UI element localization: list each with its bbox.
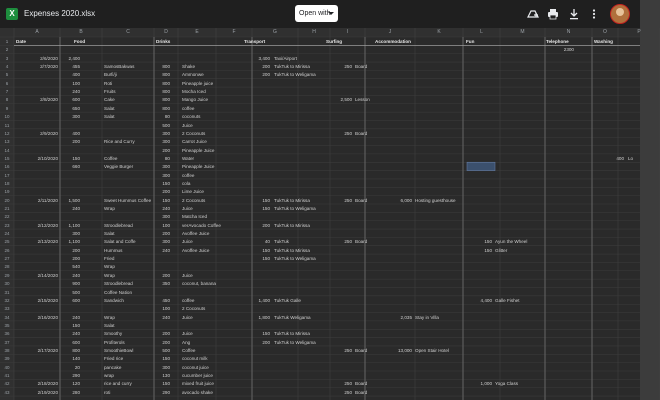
cell-food-name: Salat — [104, 322, 115, 328]
row-number[interactable]: 19 — [4, 189, 10, 195]
cell-date: 2/7/2020 — [40, 64, 58, 70]
cell-food-amount: 900 — [72, 281, 80, 287]
cell-transport-amount: 200 — [262, 339, 270, 345]
row-number[interactable]: 12 — [4, 130, 10, 136]
row-number[interactable]: 20 — [4, 197, 10, 203]
washing-value: 400 — [616, 155, 624, 161]
excel-file-icon: X — [6, 8, 18, 20]
cell-transport-amount: 150 — [262, 256, 270, 262]
cell-drinks-amount: 500 — [162, 347, 170, 353]
cell-food-name: Salat — [104, 114, 115, 120]
add-to-drive-icon[interactable] — [527, 8, 539, 20]
cell-accommodation-name: Stay in Villa — [415, 314, 439, 320]
cell-fun-name: Ayun the Wheel — [495, 239, 528, 245]
cell-food-amount: 240 — [72, 206, 80, 211]
row-number[interactable]: 23 — [4, 222, 10, 228]
cell-food-amount: 240 — [72, 314, 80, 320]
row-number[interactable]: 27 — [4, 256, 10, 262]
column-header-d[interactable]: D — [164, 29, 168, 35]
cell-food-amount: 280 — [72, 389, 80, 395]
row-number[interactable]: 38 — [4, 347, 10, 353]
cell-drinks-name: Carrot Juice — [182, 139, 207, 145]
cell-drinks-name: coconut milk — [182, 356, 208, 362]
cell-drinks-amount: 450 — [162, 297, 170, 303]
cell-food-name: Wrap — [104, 272, 115, 278]
cell-drinks-amount: 150 — [162, 180, 170, 186]
cell-transport-amount: 1,800 — [258, 314, 270, 320]
cell-drinks-amount: 300 — [162, 164, 170, 170]
cell-drinks-amount: 200 — [162, 339, 170, 345]
cell-drinks-name: Juice — [182, 206, 193, 211]
cell-drinks-name: Juice — [182, 122, 193, 128]
cell-food-name: Fruits — [104, 89, 116, 95]
cell-transport-amount: 200 — [262, 222, 270, 228]
cell-drinks-name: 2 Coconuts — [182, 197, 206, 203]
cell-drinks-name: coconuts — [182, 114, 201, 120]
cell-drinks-amount: 800 — [162, 64, 170, 70]
cell-food-name: Wrap — [104, 314, 115, 320]
cell-drinks-name: 2 Coconuts — [182, 130, 206, 136]
cell-drinks-name: coconut juice — [182, 364, 209, 370]
column-header-k[interactable]: K — [437, 29, 441, 35]
cell-accommodation-amount: 13,000 — [397, 347, 412, 353]
cell-date: 2/19/2020 — [37, 389, 58, 395]
cell-transport-amount: 40 — [264, 239, 270, 245]
row-number[interactable]: 33 — [4, 306, 10, 312]
cell-food-name: Rice and Curry — [104, 139, 135, 145]
cell-date: 2/12/2020 — [37, 222, 58, 228]
cell-transport-name: TukTuk — [274, 239, 289, 245]
cell-drinks-name: Pineapple juice — [182, 80, 214, 86]
cell-food-name: Salat — [104, 231, 115, 237]
print-icon[interactable] — [547, 8, 559, 20]
column-header-g[interactable]: G — [273, 29, 277, 35]
row-number[interactable]: 10 — [4, 114, 10, 120]
cell-food-name: Wrap — [104, 206, 115, 211]
cell-food-name: rice and curry — [104, 381, 132, 387]
cell-date: 2/16/2020 — [37, 314, 58, 320]
cell-food-name: Veggie Burger — [104, 164, 134, 170]
column-header-l[interactable]: L — [480, 29, 483, 35]
row-number[interactable]: 2 — [5, 47, 9, 53]
cell-date: 2/9/2020 — [40, 130, 58, 136]
cell-food-amount: 400 — [72, 72, 80, 78]
cell-food-name: Fried — [104, 256, 115, 262]
cell-food-name: Profiterols — [104, 339, 125, 345]
cell-food-name: Wrap — [104, 264, 115, 270]
cell-transport-name: TukTuk Galle — [274, 297, 301, 303]
cell-transport-name: TukTuk to Mirissa — [274, 222, 310, 228]
cell-food-amount: 2,400 — [68, 55, 80, 61]
cell-drinks-name: avocado shake — [182, 389, 213, 395]
cell-surfing-name: Board — [355, 197, 368, 203]
cell-food-amount: 120 — [72, 381, 80, 387]
column-header-i[interactable]: I — [346, 29, 349, 35]
cell-fun-amount: 150 — [484, 247, 492, 253]
header-food: Food — [74, 39, 86, 44]
cell-food-amount: 1,500 — [68, 197, 80, 203]
cell-transport-amount: 150 — [262, 247, 270, 253]
row-number[interactable]: 6 — [5, 80, 9, 86]
cell-food-name: roti — [104, 389, 111, 395]
header-washing: Washing — [594, 39, 613, 44]
cell-food-amount: 455 — [72, 64, 80, 70]
row-number[interactable]: 16 — [4, 164, 10, 170]
cell-drinks-amount: 200 — [162, 272, 170, 278]
cell-date: 2/18/2020 — [37, 381, 58, 387]
cell-drinks-amount: 80 — [164, 155, 170, 161]
cell-drinks-name: mixed fruit juice — [182, 381, 214, 387]
cell-surfing-amount: 250 — [344, 130, 352, 136]
cell-food-name: Stroodlebread — [104, 222, 133, 228]
row-number[interactable]: 30 — [4, 281, 10, 287]
row-number[interactable]: 14 — [4, 147, 10, 153]
cell-drinks-amount: 300 — [162, 214, 170, 220]
cell-food-name: Salat and Coffe — [104, 239, 136, 245]
row-number[interactable]: 26 — [4, 247, 10, 253]
header-fun: Fun — [466, 39, 475, 44]
row-number[interactable]: 21 — [4, 206, 10, 211]
cell-drinks-name: Juice — [182, 272, 193, 278]
cell-food-amount: 540 — [72, 264, 80, 270]
cell-date: 2/14/2020 — [37, 272, 58, 278]
cell-food-name: pancake — [104, 364, 122, 370]
cell-drinks-name: Mocha Iced — [182, 89, 206, 95]
cell-food-amount: 650 — [72, 105, 80, 111]
cell-food-name: Fried rice — [104, 356, 124, 362]
open-with-button[interactable] — [295, 5, 338, 22]
cell-food-amount: 100 — [72, 80, 80, 86]
cell-food-amount: 140 — [72, 356, 80, 362]
cell-food-amount: 800 — [72, 347, 80, 353]
cell-food-amount: 200 — [72, 139, 80, 145]
cell-surfing-name: Board — [355, 64, 368, 70]
cell-surfing-name: Board — [355, 381, 368, 387]
cell-surfing-amount: 250 — [344, 239, 352, 245]
cell-drinks-amount: 200 — [162, 231, 170, 237]
chevron-down-icon — [328, 12, 334, 15]
cell-drinks-name: Shake — [182, 64, 196, 70]
column-header-n[interactable]: N — [566, 29, 571, 35]
cell-drinks-amount: 240 — [162, 206, 170, 211]
cell-surfing-name: Board — [355, 130, 368, 136]
row-number[interactable]: 35 — [4, 322, 10, 328]
row-number[interactable]: 34 — [4, 314, 10, 320]
cell-drinks-amount: 290 — [162, 389, 170, 395]
cell-food-amount: 1,100 — [68, 222, 80, 228]
cell-food-name: Coffee Nation — [104, 289, 133, 295]
cell-surfing-amount: 2,500 — [340, 97, 352, 103]
cell-drinks-amount: 350 — [162, 281, 170, 287]
cell-date: 2/8/2020 — [40, 97, 58, 103]
cell-food-amount: 200 — [72, 256, 80, 262]
more-vert-icon[interactable] — [588, 8, 600, 20]
cell-drinks-name: Juice — [182, 331, 193, 337]
cell-food-amount: 290 — [72, 373, 80, 378]
column-header-f[interactable]: F — [232, 29, 236, 35]
cell-transport-name: TukTuk to Weligama — [274, 206, 316, 211]
cell-surfing-name: Lesson — [355, 97, 370, 103]
cell-date: 2/15/2020 — [37, 297, 58, 303]
cell-food-amount: 500 — [72, 289, 80, 295]
cell-food-amount: 240 — [72, 272, 80, 278]
cell-drinks-name: coffee — [182, 172, 195, 178]
cell-drinks-name: Mango Juice — [182, 97, 209, 103]
row-number[interactable]: 41 — [4, 373, 10, 378]
header-transport: Transport — [244, 39, 266, 44]
cell-drinks-amount: 150 — [162, 381, 170, 387]
row-number[interactable]: 18 — [4, 180, 10, 186]
cell-transport-name: TukTuk to Mirissa — [274, 197, 310, 203]
column-header-h[interactable]: H — [312, 29, 316, 35]
cell-drinks-amount: 150 — [162, 197, 170, 203]
header-drinks: Drinks — [156, 39, 171, 44]
cell-surfing-name: Board — [355, 389, 368, 395]
cell-transport-amount: 150 — [262, 331, 270, 337]
cell-drinks-amount: 100 — [162, 222, 170, 228]
cell-food-amount: 240 — [72, 331, 80, 337]
cell-food-name: Roti — [104, 80, 113, 86]
cell-food-name: Stroodlebread — [104, 281, 133, 287]
cell-food-amount: 300 — [72, 231, 80, 237]
cell-drinks-name: coffee — [182, 297, 195, 303]
row-number[interactable]: 11 — [4, 122, 10, 128]
cell-accommodation-amount: 2,035 — [400, 314, 412, 320]
cell-drinks-amount: 200 — [162, 189, 170, 195]
cell-fun-name: Yoga Class — [495, 381, 519, 387]
header-surfing: Surfing — [326, 39, 343, 44]
cell-drinks-name: Pineapple Juice — [182, 164, 215, 170]
cell-drinks-amount: 150 — [162, 356, 170, 362]
cell-food-amount: 600 — [72, 339, 80, 345]
row-number[interactable]: 36 — [4, 331, 10, 337]
cell-transport-amount: 150 — [262, 206, 270, 211]
washing-extra: Lo — [628, 155, 634, 161]
row-number[interactable]: 15 — [4, 155, 10, 161]
cell-drinks-amount: 800 — [162, 97, 170, 103]
row-number[interactable]: 42 — [4, 381, 10, 387]
cell-drinks-name: Coffee — [182, 347, 196, 353]
cell-food-amount: 1,100 — [68, 239, 80, 245]
column-header-c[interactable]: C — [126, 29, 130, 35]
column-header-j[interactable]: J — [388, 29, 392, 35]
cell-drinks-amount: 300 — [162, 364, 170, 370]
row-number[interactable]: 4 — [5, 64, 9, 70]
cell-fun-amount: 1,000 — [480, 381, 492, 387]
cell-transport-name: TukTuk to Mirissa — [274, 64, 310, 70]
cell-drinks-name: Water — [182, 155, 195, 161]
cell-food-name: Coffee — [104, 155, 118, 161]
cell-date: 2/10/2020 — [37, 155, 58, 161]
cell-accommodation-name: Hosting guesthouse — [415, 197, 456, 203]
row-number[interactable]: 7 — [5, 89, 9, 95]
open-with-label: Open with — [299, 10, 331, 17]
cell-drinks-amount: 80 — [164, 114, 170, 120]
header-telephone: Telephone — [546, 39, 569, 44]
cell-drinks-amount: 800 — [162, 72, 170, 78]
download-icon[interactable] — [568, 8, 580, 20]
cell-drinks-name: cucumber juice — [182, 373, 213, 378]
cell-food-name: Cake — [104, 97, 115, 103]
column-header-a[interactable]: A — [35, 29, 39, 35]
cell-fun-name: Glitter — [495, 247, 508, 253]
cell-food-amount: 200 — [72, 247, 80, 253]
cell-drinks-name: Avoffee Juice — [182, 247, 210, 253]
cell-transport-amount: 3,400 — [258, 55, 270, 61]
cell-food-name: Sandwich — [104, 297, 124, 303]
cell-drinks-amount: 800 — [162, 80, 170, 86]
cell-surfing-amount: 250 — [344, 197, 352, 203]
grid-lines — [0, 28, 640, 400]
cell-transport-name: TukTuk to Mirissa — [274, 247, 310, 253]
cell-drinks-name: Matcha Iced — [182, 214, 208, 220]
row-number[interactable]: 13 — [4, 139, 10, 145]
spreadsheet-grid[interactable] — [0, 28, 640, 400]
cell-food-name: SamosBakwas — [104, 64, 135, 70]
cell-surfing-amount: 250 — [344, 389, 352, 395]
cell-drinks-amount: 100 — [162, 306, 170, 312]
cell-transport-name: TukTuk Weligama — [274, 314, 311, 320]
cell-drinks-amount: 300 — [162, 139, 170, 145]
cell-food-name: Burfi/ji — [104, 72, 117, 78]
cell-drinks-amount: 300 — [162, 172, 170, 178]
row-number[interactable]: 40 — [4, 364, 10, 370]
cell-food-amount: 400 — [72, 130, 80, 136]
cell-drinks-amount: 800 — [162, 89, 170, 95]
cell-drinks-name: Ang — [182, 339, 191, 345]
row-number[interactable]: 8 — [5, 97, 9, 103]
cell-drinks-amount: 300 — [162, 239, 170, 245]
row-number[interactable]: 22 — [4, 214, 10, 220]
cell-drinks-name: Avoffee Juice — [182, 231, 210, 237]
row-number[interactable]: 39 — [4, 356, 10, 362]
cell-drinks-name: coffee — [182, 105, 195, 111]
cell-food-amount: 150 — [72, 322, 80, 328]
cell-transport-name: Taxi/Airport — [274, 55, 297, 61]
column-header-p[interactable]: P — [637, 29, 641, 35]
row-number[interactable]: 1 — [5, 39, 9, 44]
cell-food-name: Salat — [104, 105, 115, 111]
cell-transport-name: TukTuk to Weligama — [274, 256, 316, 262]
cell-surfing-name: Board — [355, 347, 368, 353]
cell-drinks-amount: 800 — [162, 105, 170, 111]
column-header-m[interactable]: M — [520, 29, 525, 35]
cell-fun-amount: 4,400 — [480, 297, 492, 303]
cell-food-name: Smoothy — [104, 331, 123, 337]
cell-food-name: wrap — [104, 373, 114, 378]
cell-transport-amount: 150 — [262, 197, 270, 203]
file-name: Expenses 2020.xlsx — [24, 9, 96, 18]
row-number[interactable]: 25 — [4, 239, 10, 245]
telephone-value: 2300 — [563, 47, 574, 53]
cell-drinks-amount: 240 — [162, 314, 170, 320]
cell-drinks-name: Pineapple Juice — [182, 147, 215, 153]
header-accommodation: Accommodation — [375, 39, 411, 44]
cell-drinks-name: 2 Coconuts — [182, 306, 206, 312]
column-header-o[interactable]: O — [603, 29, 607, 35]
cell-fun-amount: 150 — [484, 239, 492, 245]
cell-drinks-name: coconut, banana — [182, 281, 216, 287]
cell-transport-amount: 1,400 — [258, 297, 270, 303]
row-number[interactable]: 43 — [4, 389, 10, 395]
cell-accommodation-amount: 6,000 — [400, 197, 412, 203]
cell-food-name: Sweet Hummus Coffee — [104, 197, 152, 203]
cell-transport-amount: 200 — [262, 72, 270, 78]
row-number[interactable]: 28 — [4, 264, 10, 270]
cell-transport-amount: 200 — [262, 64, 270, 70]
cell-drinks-amount: 240 — [162, 247, 170, 253]
column-header-e[interactable]: E — [195, 29, 199, 35]
top-bar — [0, 0, 640, 28]
cell-drinks-amount: 200 — [162, 147, 170, 153]
cell-surfing-amount: 250 — [344, 64, 352, 70]
cell-food-name: SmoothieBowl — [104, 347, 134, 353]
cell-drinks-amount: 300 — [162, 130, 170, 136]
cell-food-name: Hummus — [104, 247, 123, 253]
row-number[interactable]: 9 — [5, 105, 9, 111]
cell-food-amount: 600 — [72, 297, 80, 303]
cell-drinks-name: verAvocado Coffee — [182, 222, 221, 228]
row-number[interactable]: 29 — [4, 272, 10, 278]
cell-food-amount: 600 — [72, 97, 80, 103]
cell-date: 2/17/2020 — [37, 347, 58, 353]
row-number[interactable]: 24 — [4, 231, 10, 237]
cell-transport-name: TukTuk to Weligama — [274, 72, 316, 78]
cell-surfing-amount: 250 — [344, 381, 352, 387]
cell-date: 2/13/2020 — [37, 239, 58, 245]
row-number[interactable]: 17 — [4, 172, 10, 178]
row-number[interactable]: 37 — [4, 339, 10, 345]
cell-drinks-amount: 130 — [162, 373, 170, 378]
cell-drinks-name: Juice — [182, 239, 193, 245]
cell-food-amount: 660 — [72, 164, 80, 170]
cell-date: 2/6/2020 — [40, 55, 58, 61]
row-number[interactable]: 3 — [5, 55, 9, 61]
row-number[interactable]: 32 — [4, 297, 10, 303]
header-date: Date — [16, 39, 26, 44]
cell-food-amount: 300 — [72, 114, 80, 120]
cell-drinks-name: Lime Juice — [182, 189, 204, 195]
cell-drinks-name: Juice — [182, 314, 193, 320]
cell-drinks-amount: 200 — [162, 331, 170, 337]
cell-drinks-name: Ammonwe — [182, 72, 204, 78]
cell-transport-name: TukTuk to Mirissa — [274, 331, 310, 337]
cell-surfing-name: Board — [355, 239, 368, 245]
cell-drinks-amount: 500 — [162, 122, 170, 128]
cell-date: 2/11/2020 — [37, 197, 58, 203]
cell-accommodation-name: Open Stair Hotel — [415, 347, 449, 353]
row-number[interactable]: 31 — [4, 289, 10, 295]
column-header-b[interactable]: B — [79, 29, 83, 35]
cell-food-amount: 240 — [72, 89, 80, 95]
cell-drinks-name: cola — [182, 180, 191, 186]
cell-food-amount: 150 — [72, 155, 80, 161]
cell-fun-name: Galle Fishet — [495, 297, 520, 303]
cell-food-amount: 20 — [74, 364, 80, 370]
cell-surfing-amount: 250 — [344, 347, 352, 353]
avatar[interactable] — [610, 4, 630, 24]
row-number[interactable]: 5 — [5, 72, 9, 78]
cell-transport-name: TukTuk to Weligama — [274, 339, 316, 345]
